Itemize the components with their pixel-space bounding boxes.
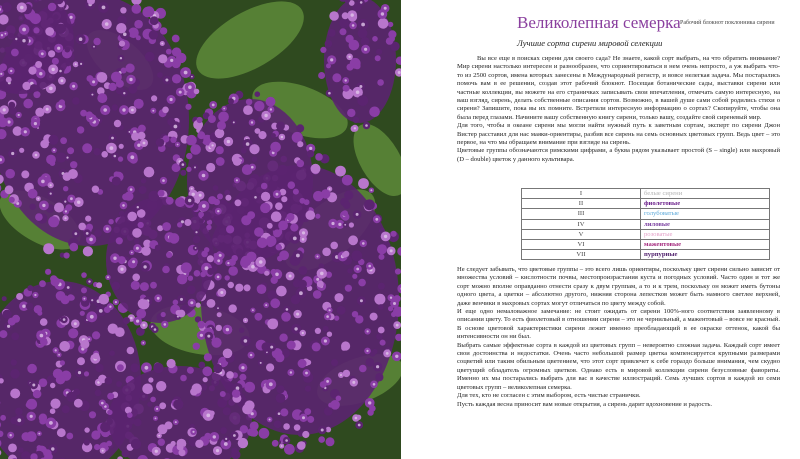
color-group-name: пурпурные	[641, 250, 770, 260]
color-group-name: розоватые	[641, 229, 770, 239]
color-group-name: лиловые	[641, 219, 770, 229]
color-group-numeral: II	[522, 199, 641, 209]
closing-paragraph: Не следует забывать, что цветовые группы – это всего лишь ориентиры, поскольку цвет сирени сильно зависит от множества условий – кислотности почвы, местопроизрастания куста и погодных условий. Часто один и тот же сорт можно вполне оправданно отнести сразу к двум группам, а то и к трем, поскольку он может иметь бутоны одного цвета, а цветки – абсолютно другого, нижняя сторона лепестков может быть намного светлее верхней, даже венчики в махровых сортах могут отличаться по цвету между собой.	[457, 266, 780, 307]
closing-paragraph: Выбрать самые эффектные сорта в каждой из цветовых групп – невероятно сложная задача. Каждый сорт имеет свои достоинства и недостатки. Очень часто небольшой размер цветка компенсируется крупными размерами соцветий или таким обильным цветением, что этот сорт привлечет к себе гораздо больше внимания, чем скудно цветущий обладатель огромных цветков. Однако есть в мировой коллекции сирени безусловные фавориты. Именно их мы постарались выбрать для вас в качестве иллюстраций. Семь лучших сортов в каждой из семи цветовых групп – великолепная семерка.	[457, 341, 780, 391]
color-group-numeral: V	[522, 229, 641, 239]
color-group-row	[522, 250, 770, 260]
color-group-numeral: VI	[522, 239, 641, 249]
color-group-row	[522, 239, 770, 249]
intro-paragraph: Вы все еще в поисках сирени для своего сада? Не знаете, какой сорт выбрать, на что обратить внимание? Мир сирени настолько интересен и разнообразен, что сориентироваться в нем очень непросто, а уж выбрать что-то из 2500 сортов, имена которых занесены в Международный регистр, и вовсе нелегкая задача. Мы постарались помочь вам в ее решении, создав этот рабочий блокнот. Посещая ботанические сады, выставки сирени или частные коллекции, вы можете на его страничках записывать свои впечатления, отмечать самую интересную, на ваш взгляд, сирень, делать собственные описания сортов. Возможно, в вашей душе сами собой родились стихи о сирени? Запишите, пока вы их помните. Встретили интересную информацию о сортах? Скопируйте, чтобы она была перед глазами. Начините вашу собственную книгу сирени, только вашу, создайте свой сиреневый мир.	[457, 55, 780, 121]
color-group-name: мажентовые	[641, 239, 770, 249]
page-subtitle: Лучшие сорта сирени мировой селекции	[517, 38, 663, 48]
color-group-name: голубоватые	[641, 209, 770, 219]
color-group-numeral: IV	[522, 219, 641, 229]
intro-paragraph: Для того, чтобы в океане сирени мы могли найти нужный путь к заветным сортам, эксперт по сирени Джон Вистер расставил для нас маяки-ориентиры, разбив все сирень на семь основных цветовых групп. Ведь цвет – это первое, на что мы обращаем внимание при взгляде на сирень.	[457, 122, 780, 147]
color-group-numeral: III	[522, 209, 641, 219]
color-group-row	[522, 189, 770, 199]
color-group-row	[522, 229, 770, 239]
closing-paragraph: И еще одно немаловажное замечание: не стоит ожидать от сирени 100%-ного соответствия заявленному в описании цвету. То есть фиолетовый в отношении сирени – это не чернильный, а мажентовый – вовсе не красный. В основе цветовой характеристики сирени лежит именно преобладающий в ее окраске оттенок, какой бы интенсивности он ни был.	[457, 308, 780, 341]
color-group-row	[522, 219, 770, 229]
color-group-row	[522, 199, 770, 209]
color-group-numeral: VII	[522, 250, 641, 260]
page-title: Великолепная семерка	[517, 13, 681, 32]
color-group-numeral: I	[522, 189, 641, 199]
closing-paragraph: Пусть каждая весна приносит вам новые открытия, а сирень дарит вдохновение и радость.	[457, 400, 713, 408]
color-group-name: белые сирени	[641, 189, 770, 199]
color-group-row	[522, 209, 770, 219]
intro-paragraph: Цветовые группы обозначаются римскими цифрами, а буква рядом указывает простой (S – single) или махровый (D – double) цветок у данного культивара.	[457, 147, 780, 163]
intro-text	[457, 55, 780, 164]
closing-text	[457, 266, 780, 409]
running-header: Рабочий блокнот поклонника сирени	[680, 20, 775, 26]
color-group-name: фиолетовые	[641, 199, 770, 209]
closing-paragraph: Для тех, кто не согласен с этим выбором, есть чистые странички.	[457, 392, 641, 400]
text-page	[401, 0, 800, 459]
color-groups-table	[521, 188, 770, 260]
